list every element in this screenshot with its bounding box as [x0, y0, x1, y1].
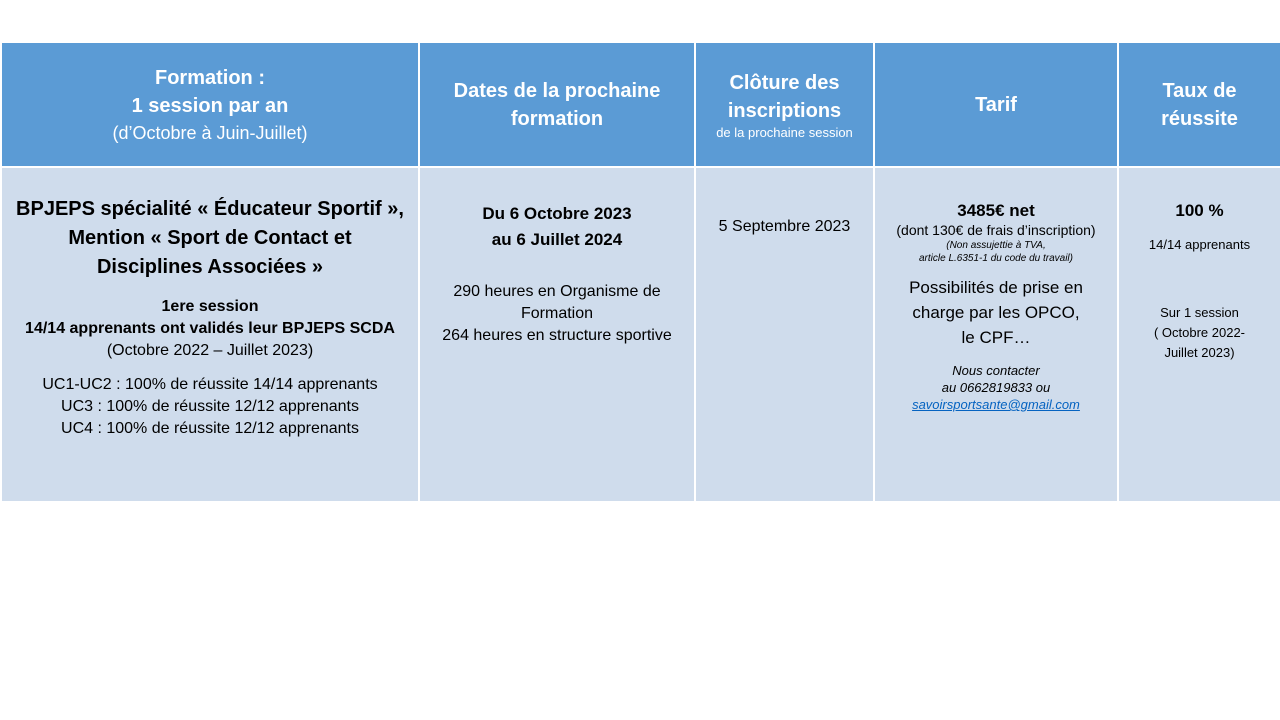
formation-table	[0, 41, 1280, 503]
header-closing-line1: Clôture des	[729, 71, 840, 94]
success-learners: 14/14 apprenants	[1148, 237, 1251, 252]
header-closing	[695, 42, 874, 167]
header-tarif-label: Tarif	[975, 93, 1017, 116]
contact-email-link[interactable]: savoirsportsante@gmail.com	[912, 397, 1080, 412]
table-header-row	[1, 42, 1280, 167]
header-tarif	[874, 42, 1118, 167]
header-formation-period: (d’Octobre à Juin-Juillet)	[112, 122, 308, 143]
formation-title-2: Mention « Sport de Contact et	[68, 227, 352, 249]
tarif-vat-2: article L.6351-1 du code du travail)	[919, 253, 1073, 264]
closing-date: 5 Septembre 2023	[718, 218, 851, 235]
cell-tarif	[874, 167, 1118, 502]
success-note-2: ( Octobre 2022-	[1153, 325, 1246, 340]
success-note-1: Sur 1 session	[1160, 305, 1239, 320]
formation-uc4: UC4 : 100% de réussite 12/12 apprenants	[61, 420, 359, 437]
header-success-line2: réussite	[1161, 107, 1238, 130]
cell-success	[1118, 167, 1280, 502]
header-success	[1118, 42, 1280, 167]
formation-period: (Octobre 2022 – Juillet 2023)	[106, 342, 314, 359]
tarif-fees: (dont 130€ de frais d’inscription)	[896, 222, 1096, 238]
success-note-3: Juillet 2023)	[1164, 345, 1235, 360]
dates-hours-2: 264 heures en structure sportive	[442, 327, 672, 344]
cell-formation	[1, 167, 419, 502]
tarif-price: 3485€ net	[957, 201, 1035, 220]
tarif-support-1: Possibilités de prise en	[909, 278, 1083, 297]
cell-dates	[419, 167, 695, 502]
header-closing-line2: inscriptions	[727, 99, 842, 122]
header-dates-line1: Dates de la prochaine	[453, 79, 661, 102]
header-closing-sub: de la prochaine session	[716, 124, 853, 140]
dates-hours-1b: Formation	[520, 305, 594, 322]
success-rate: 100 %	[1175, 201, 1224, 220]
dates-hours-1a: 290 heures en Organisme de	[453, 283, 661, 300]
header-formation-line1: Formation :	[155, 66, 265, 89]
table-row	[1, 167, 1280, 502]
formation-uc3: UC3 : 100% de réussite 12/12 apprenants	[61, 398, 359, 415]
tarif-contact-2: au 0662819833 ou	[941, 380, 1051, 395]
header-dates	[419, 42, 695, 167]
cell-closing	[695, 167, 874, 502]
tarif-support-2: charge par les OPCO,	[912, 303, 1080, 322]
tarif-vat-1: (Non assujettie à TVA,	[946, 240, 1046, 251]
tarif-support-3: le CPF…	[961, 328, 1031, 347]
formation-title-1: BPJEPS spécialité « Éducateur Sportif »,	[16, 198, 404, 220]
tarif-contact-1: Nous contacter	[952, 363, 1040, 378]
formation-session: 1ere session	[161, 298, 259, 315]
dates-from: Du 6 Octobre 2023	[482, 204, 632, 223]
header-dates-line2: formation	[510, 107, 604, 130]
formation-validated: 14/14 apprenants ont validés leur BPJEPS SCDA	[25, 320, 395, 337]
header-success-line1: Taux de	[1162, 79, 1237, 102]
formation-title-3: Disciplines Associées »	[96, 256, 324, 278]
formation-uc1: UC1-UC2 : 100% de réussite 14/14 apprenants	[42, 376, 378, 393]
dates-to: au 6 Juillet 2024	[491, 230, 623, 249]
header-formation-line2: 1 session par an	[131, 94, 289, 117]
header-formation	[1, 42, 419, 167]
